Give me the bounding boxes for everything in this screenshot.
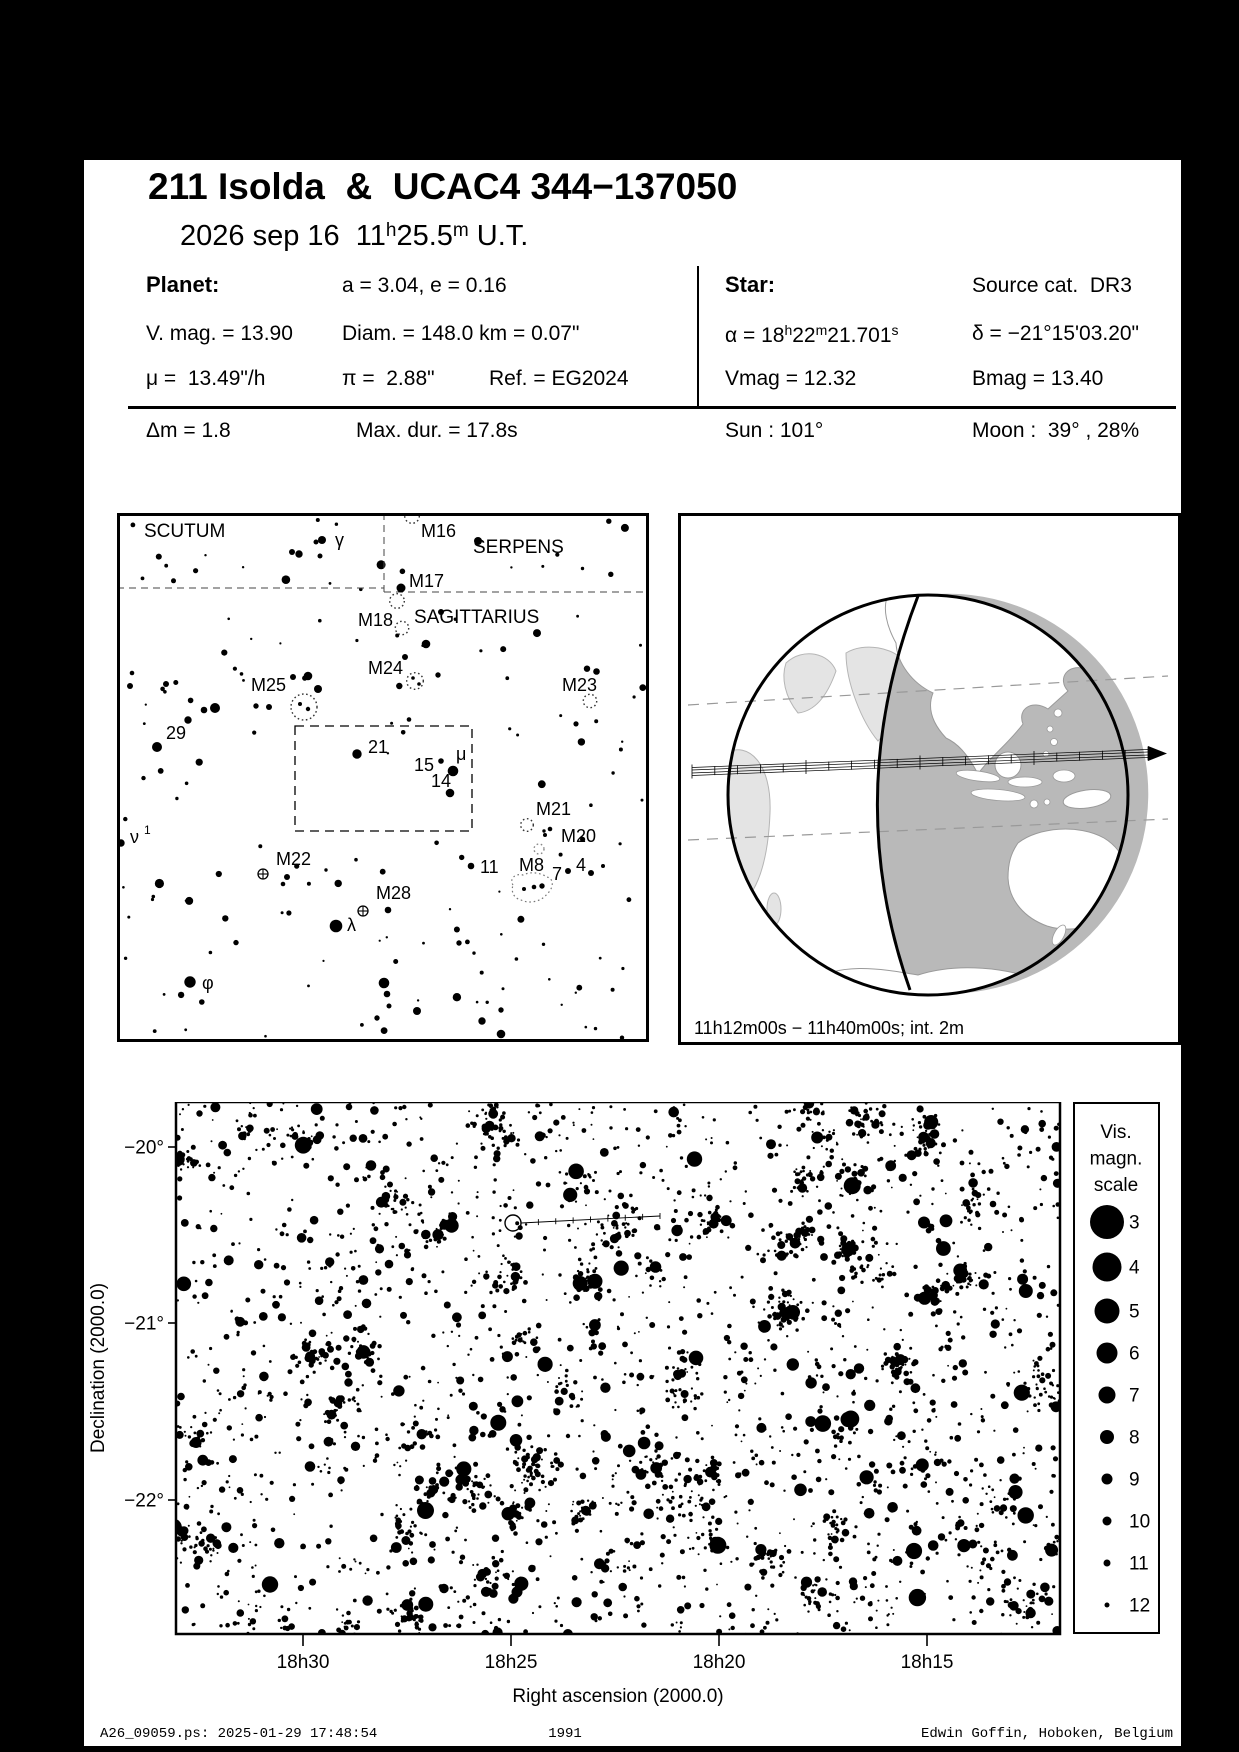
legend-magnitude-dot [1104, 1560, 1111, 1567]
datetime-sup-h: h [385, 220, 397, 241]
planet-star-divider [697, 266, 699, 409]
track-time-caption: 11h12m00s − 11h40m00s; int. 2m [694, 1018, 964, 1038]
footer-author: Edwin Goffin, Hoboken, Belgium [920, 1726, 1173, 1742]
star-label-superscript: 1 [144, 823, 151, 837]
legend-title-line: magn. [1089, 1148, 1143, 1170]
star-label: γ [335, 530, 344, 550]
star-label: 11 [480, 857, 499, 877]
deep-sky-symbol [521, 819, 534, 832]
event-moon-elongation: Moon : 39° , 28% [972, 419, 1140, 442]
legend-magnitude-value: 10 [1129, 1511, 1151, 1533]
legend-magnitude-value: 8 [1129, 1427, 1140, 1449]
alpha-sup-m: m [815, 322, 828, 338]
star-label: λ [347, 915, 356, 935]
star-source-catalog: Source cat. DR3 [972, 274, 1132, 297]
legend-magnitude-value: 5 [1129, 1301, 1140, 1323]
messier-label: M17 [409, 571, 445, 591]
finder-chart-border [119, 515, 648, 1041]
event-max-duration: Max. dur. = 17.8s [356, 419, 518, 442]
messier-label: M20 [561, 826, 597, 846]
magnitude-legend [1073, 1102, 1160, 1634]
dec-tick-label: −22° [124, 1490, 164, 1512]
messier-label: M28 [376, 883, 412, 903]
legend-magnitude-dot [1099, 1387, 1116, 1404]
target-star-marker [505, 1213, 660, 1231]
dec-tick-label: −21° [124, 1313, 164, 1335]
finder-field-stars [122, 518, 646, 1040]
datetime-minutes: 25.5 [396, 220, 453, 252]
star-label: φ [202, 973, 214, 993]
planet-diameter: Diam. = 148.0 km = 0.07" [342, 322, 580, 345]
alpha-sup-h: h [784, 322, 793, 338]
alpha-minutes: 22 [792, 324, 816, 347]
legend-items [1090, 1122, 1151, 1617]
legend-magnitude-value: 9 [1129, 1469, 1140, 1491]
legend-title-line: scale [1093, 1175, 1139, 1196]
star-label: 21 [368, 737, 389, 757]
star-map-border [176, 1102, 1060, 1634]
star-vmag: Vmag = 12.32 [725, 367, 857, 390]
star-heading: Star: [725, 272, 776, 297]
star-label: ν [130, 827, 139, 847]
globe-panel [678, 513, 1181, 1045]
event-magnitude-drop: Δm = 1.8 [146, 419, 231, 442]
finder-labels [130, 521, 597, 993]
deep-sky-symbol [534, 844, 544, 854]
constellation-label: SCUTUM [144, 521, 226, 542]
alpha-seconds: 21.701 [827, 324, 892, 347]
ra-tick-label: 18h20 [692, 1652, 746, 1673]
ra-tick-label: 18h25 [484, 1652, 538, 1673]
legend-magnitude-dot [1095, 1299, 1120, 1324]
datetime-sup-m: m [452, 220, 469, 241]
x-axis-title: Right ascension (2000.0) [512, 1686, 724, 1707]
star-right-ascension [725, 322, 899, 348]
legend-magnitude-dot [1100, 1430, 1114, 1444]
star-label: μ [456, 744, 467, 764]
track-arrow [1148, 746, 1167, 761]
legend-magnitude-value: 4 [1129, 1257, 1140, 1279]
star-label: 15 [414, 755, 435, 775]
legend-magnitude-value: 11 [1129, 1553, 1149, 1575]
star-field [165, 1102, 1062, 1640]
ra-tick-label: 18h15 [900, 1652, 954, 1673]
star-label: 29 [166, 723, 187, 743]
event-datetime [180, 220, 528, 253]
star-map [84, 1102, 1068, 1717]
legend-magnitude-dot [1102, 1474, 1113, 1485]
deep-sky-symbol [583, 694, 596, 707]
ra-tick-label: 18h30 [276, 1652, 330, 1673]
messier-label: M8 [519, 855, 545, 875]
deep-sky-symbol [407, 673, 424, 690]
legend-title-line: Vis. [1100, 1122, 1132, 1143]
planet-parallax: π = 2.88" [342, 367, 435, 390]
constellation-label: SERPENS [473, 537, 564, 558]
y-axis-title: Declination (2000.0) [88, 1282, 109, 1454]
deep-sky-symbol [390, 594, 405, 609]
document-page [84, 160, 1181, 1746]
legend-magnitude-dot [1103, 1517, 1112, 1526]
messier-label: M18 [358, 610, 394, 630]
messier-label: M22 [276, 849, 312, 869]
messier-label: M23 [562, 675, 598, 695]
messier-label: M25 [251, 675, 287, 695]
planet-reference: Ref. = EG2024 [489, 367, 629, 390]
legend-magnitude-dot [1093, 1253, 1122, 1282]
constellation-label: SAGITTARIUS [414, 607, 540, 628]
star-label: 4 [576, 855, 587, 875]
footer-filename: A26_09059.ps: 2025-01-29 17:48:54 [100, 1726, 378, 1742]
legend-magnitude-value: 12 [1129, 1595, 1151, 1617]
finder-objects [117, 513, 596, 988]
legend-magnitude-value: 7 [1129, 1385, 1140, 1407]
finder-chart [117, 513, 649, 1042]
star-declination: δ = −21°15'03.20" [972, 322, 1140, 345]
legend-magnitude-value: 3 [1129, 1212, 1140, 1234]
messier-label: M16 [421, 521, 457, 541]
planet-orbit: a = 3.04, e = 0.16 [342, 274, 507, 297]
legend-magnitude-dot [1097, 1343, 1118, 1364]
event-sun-elongation: Sun : 101° [725, 419, 824, 442]
alpha-sup-s: s [891, 322, 899, 338]
datetime-suffix: U.T. [468, 220, 529, 252]
deep-sky-symbol [395, 621, 408, 634]
datetime-prefix: 2026 sep 16 11 [180, 220, 386, 252]
page-title: 211 Isolda & UCAC4 344−137050 [148, 166, 738, 207]
star-label: 14 [431, 771, 452, 791]
dec-tick-label: −20° [124, 1137, 164, 1159]
messier-label: M24 [368, 658, 404, 678]
map-axes [124, 1138, 953, 1674]
planet-heading: Planet: [146, 272, 220, 297]
star-bmag: Bmag = 13.40 [972, 367, 1104, 390]
messier-label: M21 [536, 799, 572, 819]
horizontal-rule [128, 406, 1176, 409]
planet-vmag: V. mag. = 13.90 [146, 322, 293, 345]
star-label: 7 [552, 864, 563, 884]
legend-magnitude-dot [1105, 1603, 1110, 1608]
planet-motion: μ = 13.49"/h [146, 367, 266, 390]
legend-magnitude-dot [1090, 1205, 1124, 1239]
legend-magnitude-value: 6 [1129, 1343, 1140, 1365]
footer-page-number: 1991 [548, 1726, 582, 1742]
deep-sky-symbol [291, 694, 317, 720]
alpha-prefix: α = 18 [725, 324, 785, 347]
